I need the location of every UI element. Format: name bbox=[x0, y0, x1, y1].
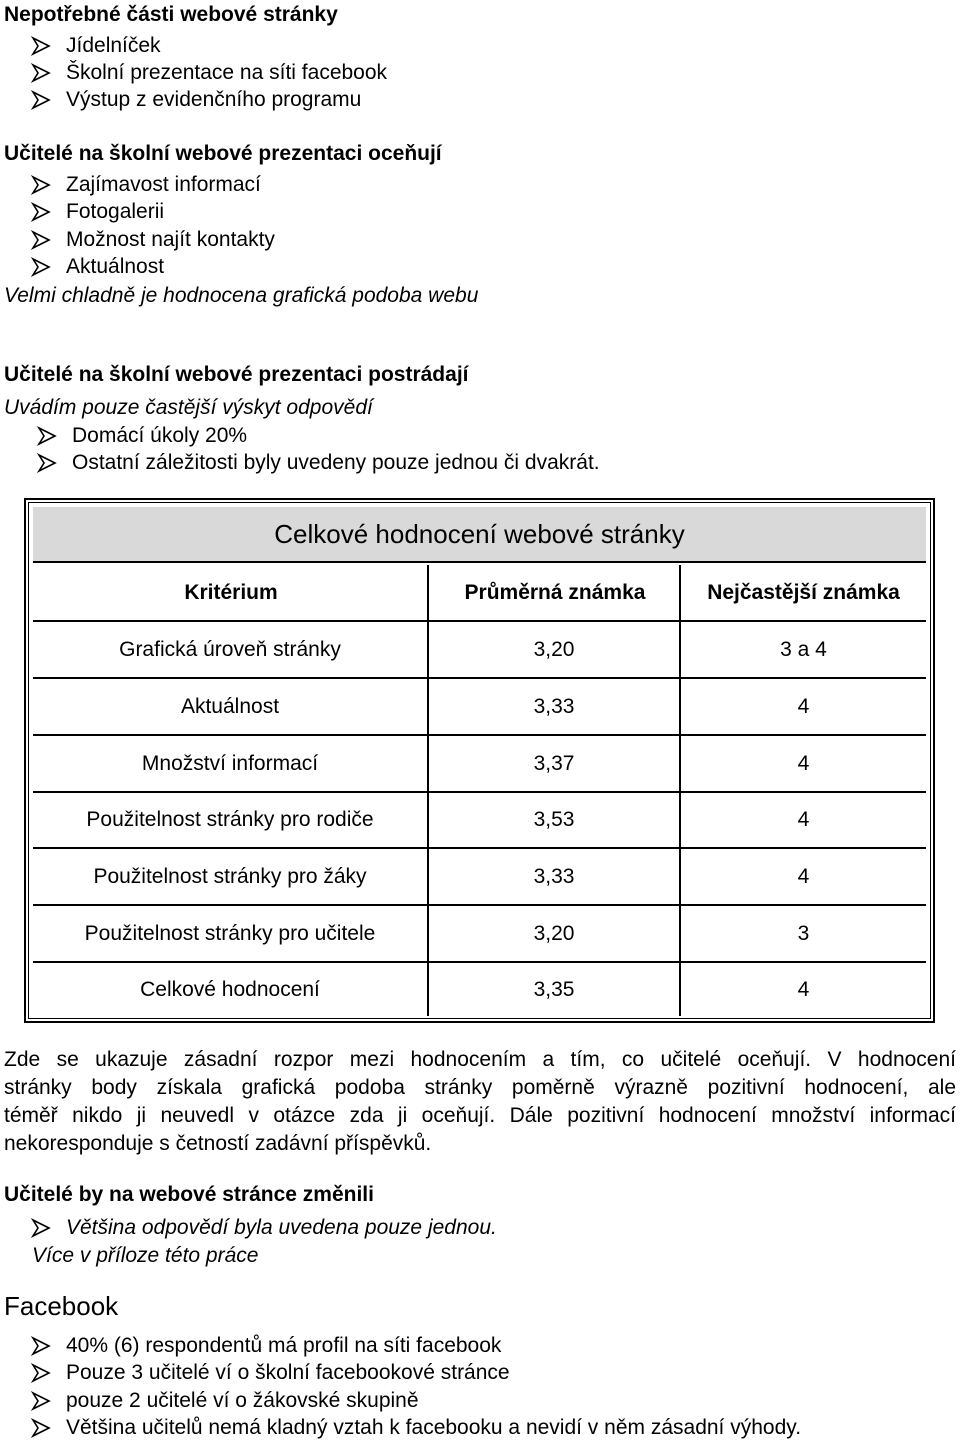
arrowhead-bullet-icon bbox=[30, 1390, 52, 1412]
table-cell: 3,20 bbox=[533, 637, 575, 661]
arrowhead-bullet-icon bbox=[30, 1362, 52, 1384]
heading-facebook: Facebook bbox=[4, 1291, 119, 1321]
table-cell: 3 a 4 bbox=[780, 637, 827, 661]
table-cell: 4 bbox=[797, 694, 810, 718]
note-graphics-rating: Velmi chladně je hodnocena grafická podoba webu bbox=[4, 284, 479, 307]
table-cell: Aktuálnost bbox=[180, 694, 280, 718]
table-cell: 3,20 bbox=[533, 921, 575, 945]
table-cell: 3 bbox=[797, 921, 810, 945]
rating-table bbox=[28, 502, 931, 1019]
column-header-most-frequent: Nejčastější známka bbox=[707, 581, 900, 604]
analysis-paragraph bbox=[4, 1046, 956, 1158]
table-cell: 4 bbox=[797, 751, 810, 775]
table-title: Celkové hodnocení webové stránky bbox=[33, 507, 926, 563]
note-appendix: Více v příloze této práce bbox=[32, 1244, 259, 1267]
arrowhead-bullet-icon bbox=[36, 452, 58, 474]
heading-teachers-would-change: Učitelé by na webové stránce změnili bbox=[4, 1183, 374, 1206]
paragraph-line: stránky body získala grafická podoba stránky poměrně výrazně pozitivní hodnocení, ale bbox=[4, 1076, 956, 1099]
table-cell: Použitelnost stránky pro žáky bbox=[93, 864, 367, 888]
arrowhead-bullet-icon bbox=[30, 1335, 52, 1357]
paragraph-line: téměř nikdo ji neuvedl v otázce zda ji oceňují. Dále pozitivní hodnocení množství informací bbox=[4, 1104, 956, 1127]
table-cell: 4 bbox=[797, 808, 810, 831]
table-cell: 4 bbox=[797, 864, 810, 888]
table-cell: 3,53 bbox=[533, 808, 575, 831]
arrowhead-bullet-icon bbox=[30, 256, 52, 278]
table-cell: Množství informací bbox=[141, 751, 319, 775]
arrowhead-bullet-icon bbox=[30, 1417, 52, 1439]
table-cell: 3,35 bbox=[533, 977, 575, 1001]
table-cell: 4 bbox=[797, 977, 810, 1001]
note-frequent-answers: Uvádím pouze častější výskyt odpovědí bbox=[4, 396, 373, 419]
paragraph-line: Zde se ukazuje zásadní rozpor mezi hodnocením a tím, co učitelé oceňují. V hodnocení bbox=[4, 1048, 956, 1071]
table-cell: Grafická úroveň stránky bbox=[119, 637, 341, 661]
arrowhead-bullet-icon bbox=[30, 174, 52, 196]
arrowhead-bullet-icon bbox=[30, 35, 52, 57]
table-cell: 3,33 bbox=[533, 694, 575, 718]
table-cell: Celkové hodnocení bbox=[140, 977, 320, 1001]
column-header-average: Průměrná známka bbox=[464, 581, 646, 604]
arrowhead-bullet-icon bbox=[36, 425, 58, 447]
column-header-criterion: Kritérium bbox=[184, 581, 278, 604]
table-cell: Použitelnost stránky pro učitele bbox=[84, 921, 376, 945]
heading-unneeded-parts: Nepotřebné části webové stránky bbox=[4, 3, 338, 26]
heading-teachers-miss: Učitelé na školní webové prezentaci postrádají bbox=[4, 363, 469, 386]
table-cell: 3,37 bbox=[533, 751, 575, 775]
arrowhead-bullet-icon bbox=[30, 1217, 52, 1239]
arrowhead-bullet-icon bbox=[30, 89, 52, 111]
paragraph-line: nekoresponduje s četností zadávní příspěvků. bbox=[4, 1132, 432, 1155]
arrowhead-bullet-icon bbox=[30, 201, 52, 223]
arrowhead-bullet-icon bbox=[30, 62, 52, 84]
heading-teachers-appreciate: Učitelé na školní webové prezentaci oceňují bbox=[4, 142, 442, 165]
table-cell: Použitelnost stránky pro rodiče bbox=[86, 808, 374, 831]
arrowhead-bullet-icon bbox=[30, 229, 52, 251]
table-cell: 3,33 bbox=[533, 864, 575, 888]
